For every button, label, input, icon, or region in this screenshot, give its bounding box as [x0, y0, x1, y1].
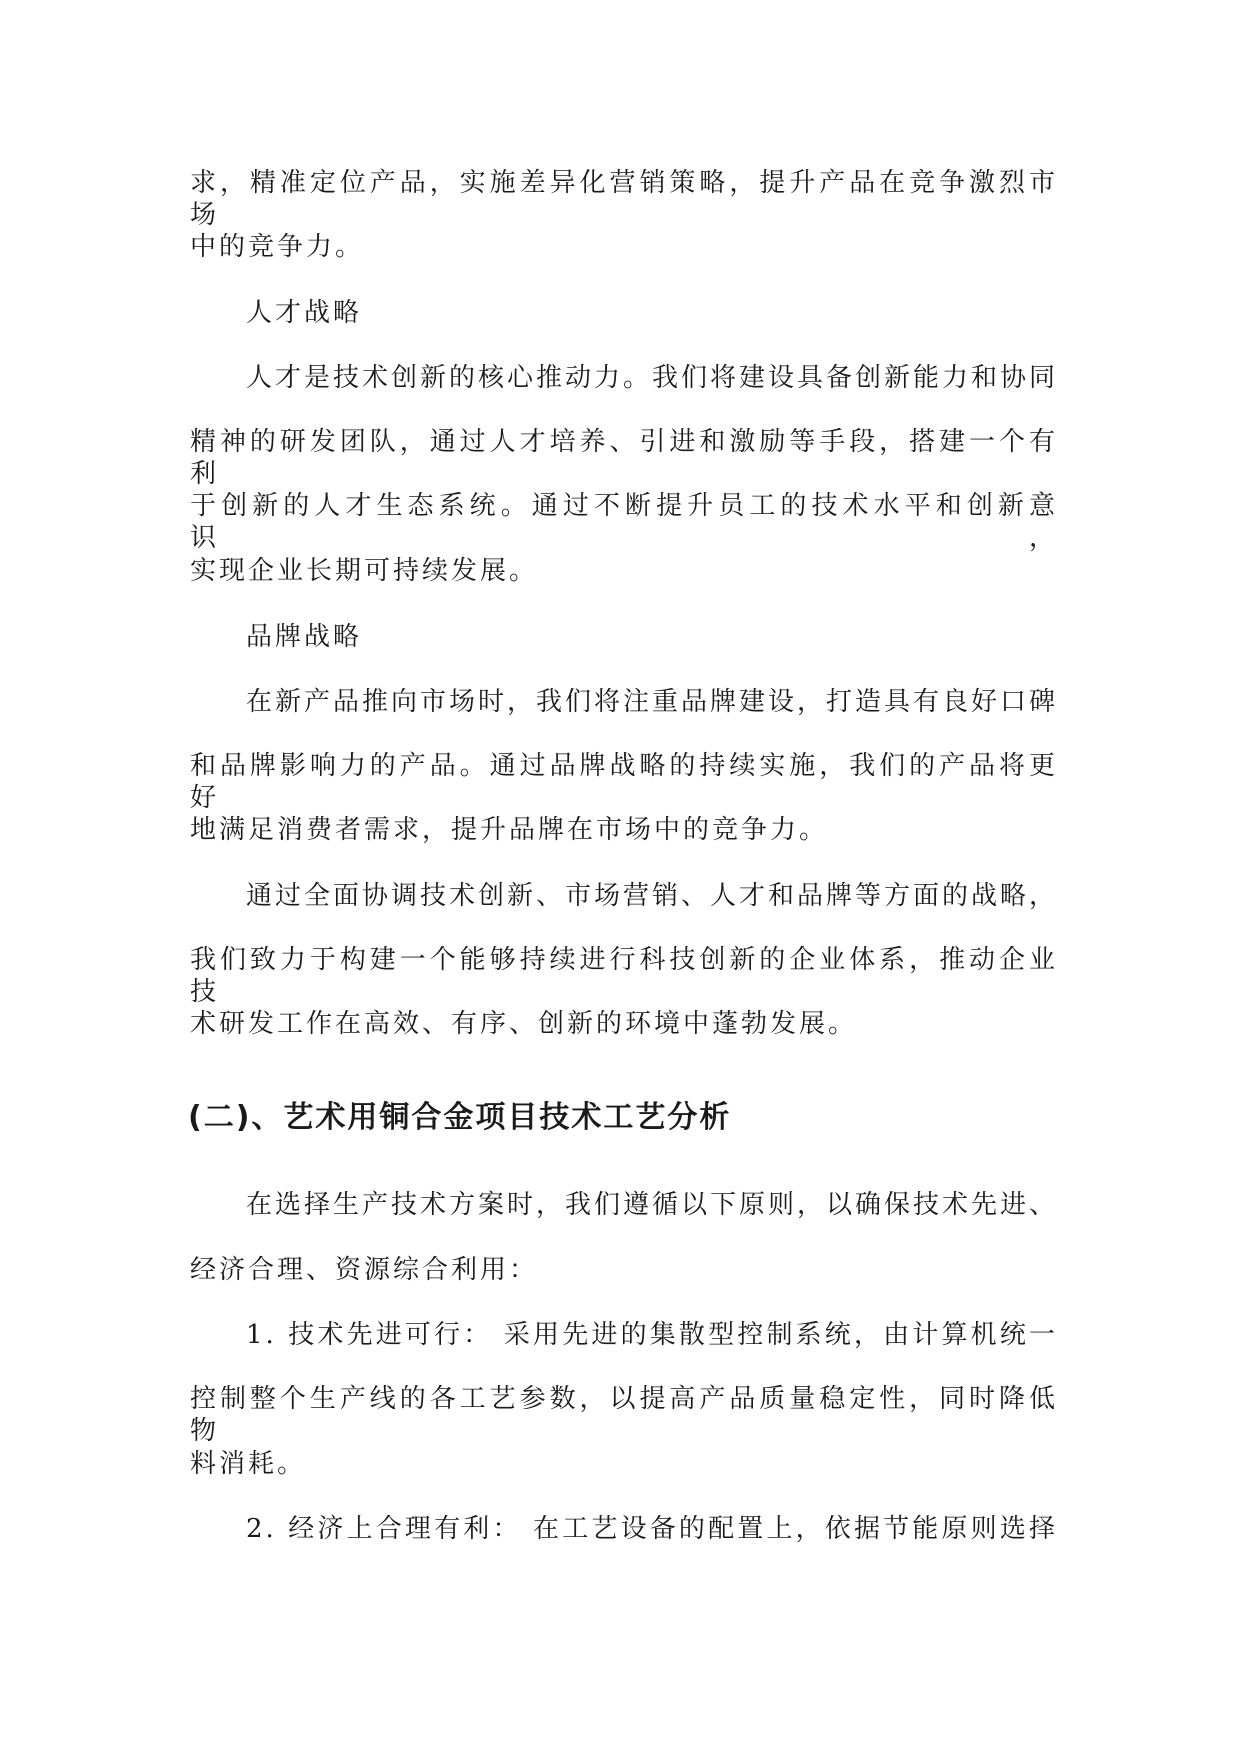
subheading-talent-strategy: 人才战略 [246, 298, 363, 328]
list-item-2-line: 2. 经济上合理有利： 在工艺设备的配置上，依据节能原则选择 [246, 1514, 1058, 1544]
paragraph-line: 求，精准定位产品，实施差异化营销策略，提升产品在竞争激烈市场 [190, 168, 1058, 230]
paragraph-line: 控制整个生产线的各工艺参数，以提高产品质量稳定性，同时降低物 [190, 1384, 1058, 1446]
paragraph-line: 地满足消费者需求，提升品牌在市场中的竞争力。 [190, 815, 829, 845]
paragraph-line: 人才是技术创新的核心推动力。我们将建设具备创新能力和协同 [246, 363, 1059, 393]
paragraph-line: 术研发工作在高效、有序、创新的环境中蓬勃发展。 [190, 1009, 858, 1039]
paragraph-line: 在选择生产技术方案时，我们遵循以下原则，以确保技术先进、 [246, 1190, 1059, 1220]
section-heading: (二)、艺术用铜合金项目技术工艺分析 [188, 1100, 732, 1135]
paragraph-line: 料消耗。 [190, 1449, 307, 1479]
paragraph-line: 通过全面协调技术创新、市场营销、人才和品牌等方面的战略， [246, 881, 1059, 911]
paragraph-line: 实现企业长期可持续发展。 [190, 556, 539, 586]
paragraph-line: 和品牌影响力的产品。通过品牌战略的持续实施，我们的产品将更好 [190, 751, 1058, 813]
list-item-1-line: 1. 技术先进可行： 采用先进的集散型控制系统，由计算机统一 [246, 1320, 1058, 1350]
paragraph-line: 于创新的人才生态系统。通过不断提升员工的技术水平和创新意识， [190, 491, 1058, 553]
paragraph-line: 经济合理、资源综合利用： [190, 1255, 539, 1285]
paragraph-line: 在新产品推向市场时，我们将注重品牌建设，打造具有良好口碑 [246, 687, 1059, 717]
paragraph-line: 中的竞争力。 [190, 232, 365, 262]
subheading-brand-strategy: 品牌战略 [246, 622, 363, 652]
paragraph-line: 我们致力于构建一个能够持续进行科技创新的企业体系，推动企业技 [190, 945, 1058, 1007]
paragraph-line: 精神的研发团队，通过人才培养、引进和激励等手段，搭建一个有利 [190, 427, 1058, 489]
